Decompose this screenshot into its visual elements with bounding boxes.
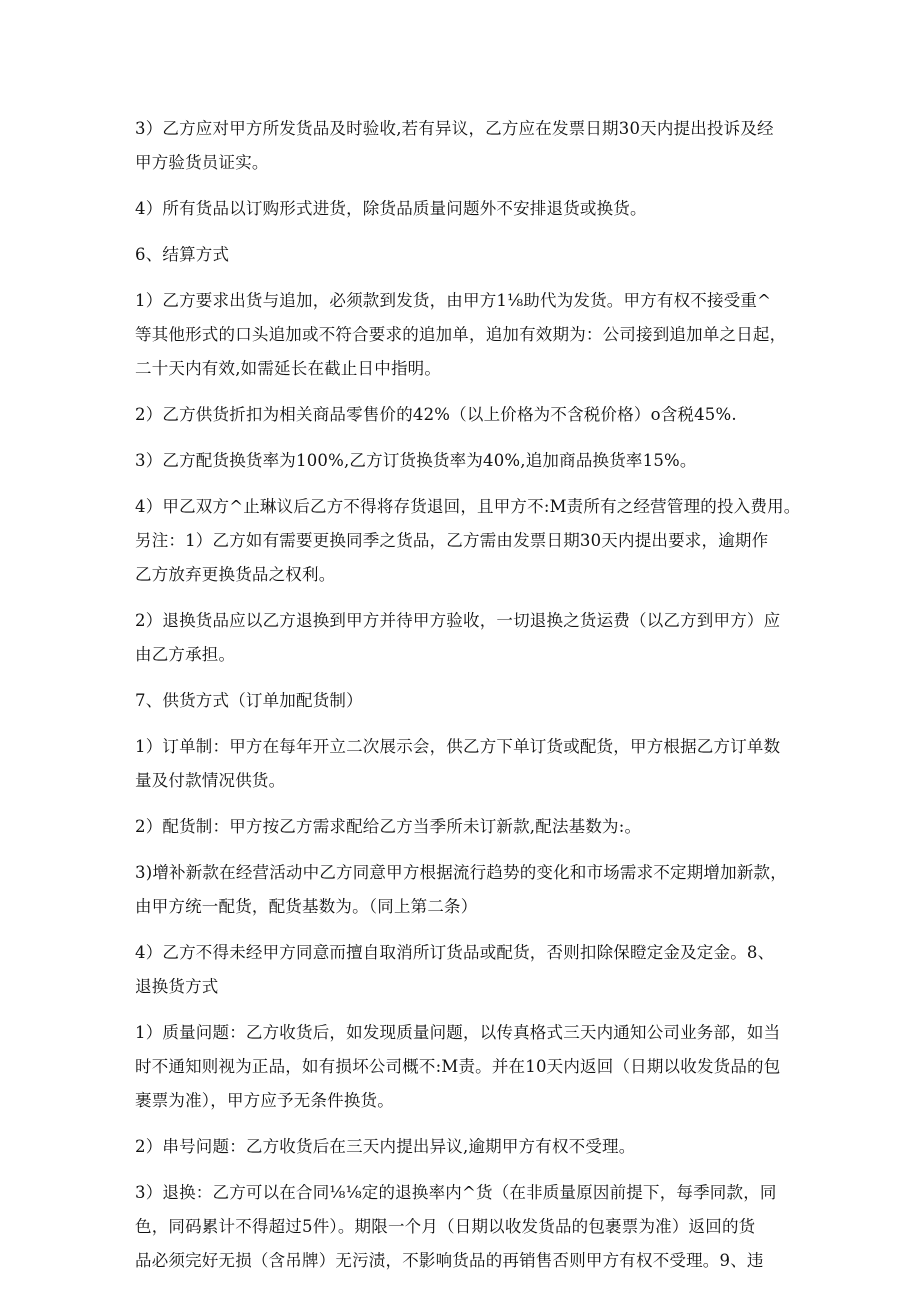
text-line: 二十天内有效,如需延长在截止日中指明。 [135,359,442,378]
paragraph-return-1 [135,1016,795,1118]
text-line: 3）退换：乙方可以在合同⅛⅛定的退换率内^货（在非质量原因前提下，每季同款，同 [135,1183,777,1202]
text-line: 品必须完好无损（含吊牌）无污渍，不影响货品的再销售否则甲方有权不受理。9、违 [135,1251,764,1270]
paragraph-return-3 [135,1176,795,1278]
paragraph-return-2 [135,1130,795,1164]
text-line: 2）退换货品应以乙方退换到甲方并待甲方验收，一切退换之货运费（以乙方到甲方）应 [135,611,781,630]
text-line: 3)增补新款在经营活动中乙方同意甲方根据流行趋势的变化和市场需求不定期增加新款， [135,863,787,882]
paragraph-supply-1 [135,730,795,798]
text-line: 乙方放弃更换货品之权利。 [135,565,336,584]
text-line: 1）质量问题：乙方收货后，如发现质量问题，以传真格式三天内通知公司业务部，如当 [135,1023,781,1042]
paragraph-settlement-3 [135,444,795,478]
text-line: 色，同码累计不得超过5件）。期限一个月（日期以收发货品的包裹票为准）返回的货 [135,1217,756,1236]
document-body [135,112,801,1290]
paragraph-supply-2 [135,810,795,844]
text-line: 裹票为准），甲方应予无条件换货。 [135,1091,394,1110]
text-line: 退换货方式 [135,977,219,996]
text-line: 2）串号问题：乙方收货后在三天内提出异议,逾期甲方有权不受理。 [135,1137,636,1156]
paragraph-3-1 [135,112,795,180]
paragraph-settlement-1 [135,284,795,386]
text-line: 3）乙方配货换货率为100%,乙方订货换货率为40%,追加商品换货率15%。 [135,451,697,470]
text-line: 1）订单制：甲方在每年开立二次展示会，供乙方下单订货或配货，甲方根据乙方订单数 [135,737,781,756]
text-line: 等其他形式的口头追加或不符合要求的追加单，追加有效期为：公司接到追加单之日起， [135,325,787,344]
text-line: 另注：1）乙方如有需要更换同季之货品，乙方需由发票日期30天内提出要求，逾期作 [135,531,769,550]
text-line: 量及付款情况供货。 [135,771,286,790]
section-heading-supply [135,684,795,718]
paragraph-supply-4 [135,936,795,1004]
text-line: 4）甲乙双方^止琳议后乙方不得将存货退回，且甲方不:M责所有之经营管理的投入费用。 [135,497,801,516]
paragraph-note-2 [135,604,795,672]
text-line: 时不通知则视为正品，如有损坏公司概不:M责。并在10天内返回（日期以收发货品的包 [135,1057,781,1076]
text-line: 4）所有货品以订购形式进货，除货品质量问题外不安排退货或换货。 [135,199,647,218]
text-line: 甲方验货员证实。 [135,153,269,172]
text-line: 6、结算方式 [135,245,230,264]
text-line: 由乙方承担。 [135,645,236,664]
paragraph-settlement-4 [135,490,801,592]
section-heading-settlement [135,238,795,272]
text-line: 由甲方统一配货，配货基数为。（同上第二条） [135,897,478,916]
text-line: 7、供货方式（订单加配货制） [135,691,363,710]
paragraph-settlement-2 [135,398,795,432]
paragraph-4-1 [135,192,795,226]
text-line: 2）乙方供货折扣为相关商品零售价的42%（以上价格为不含税价格）o含税45%. [135,405,737,424]
text-line: 2）配货制：甲方按乙方需求配给乙方当季所未订新款,配法基数为:。 [135,817,642,836]
text-line: 4）乙方不得未经甲方同意而擅自取消所订货品或配货，否则扣除保瞪定金及定金。8、 [135,943,775,962]
text-line: 1）乙方要求出货与追加，必须款到发货，由甲方1⅛助代为发货。甲方有权不接受重^ [135,291,772,310]
paragraph-supply-3 [135,856,795,924]
text-line: 3）乙方应对甲方所发货品及时验收,若有异议，乙方应在发票日期30天内提出投诉及经 [135,119,774,138]
